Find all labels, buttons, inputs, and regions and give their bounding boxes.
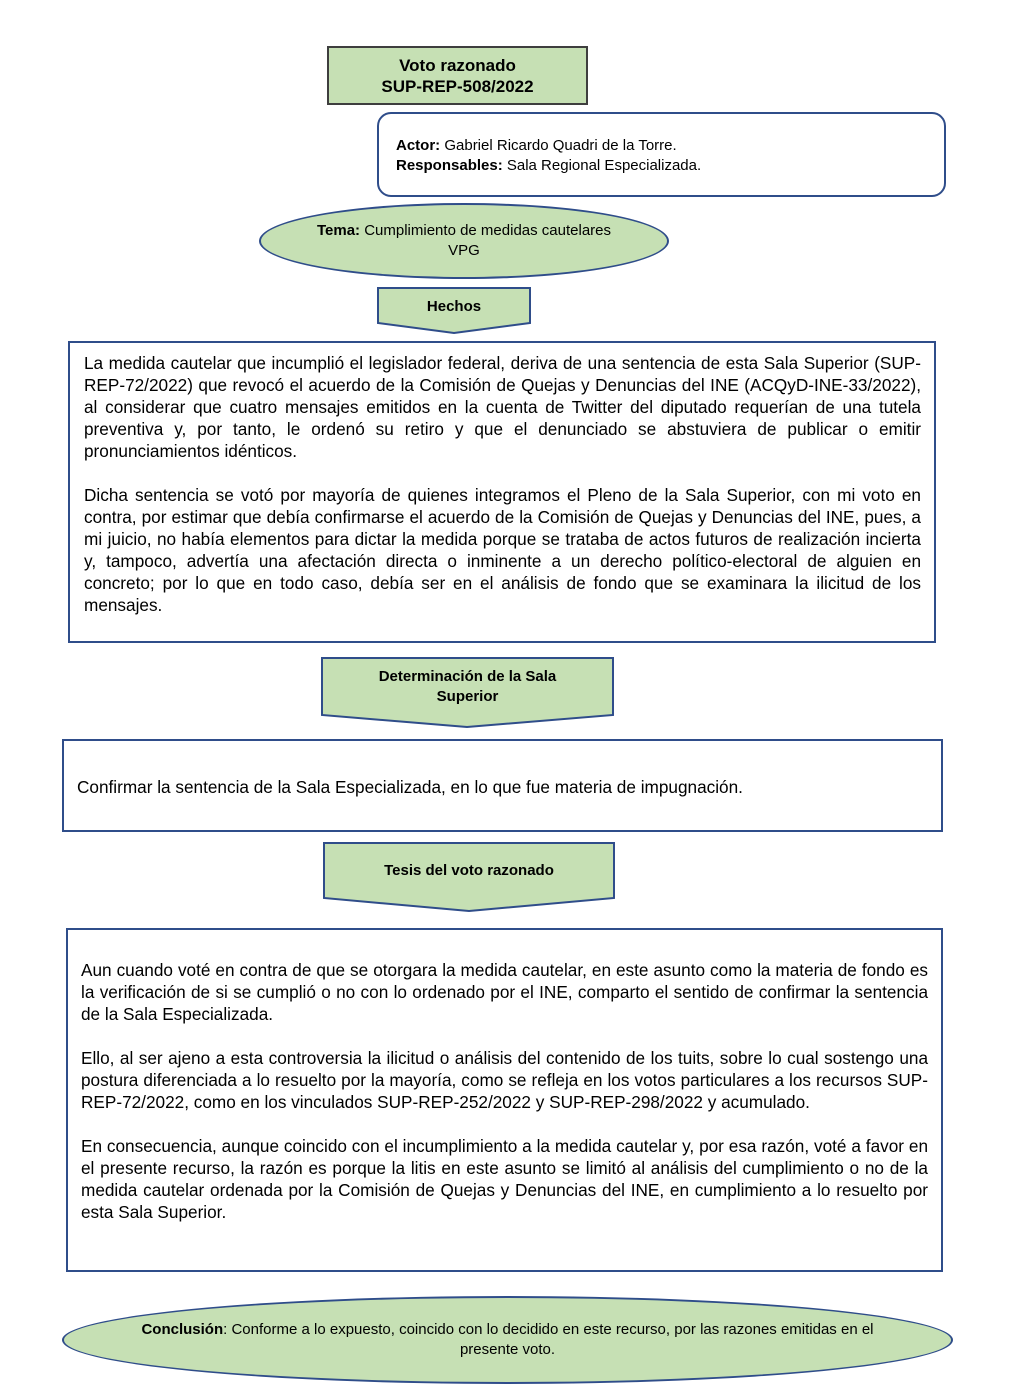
tema-line <box>317 221 611 241</box>
tesis-paragraph-3: En consecuencia, aunque coincido con el incumplimiento a la medida cautelar y, por esa razón, voté a favor en el presente recurso, la razón es porque la litis en este asunto se limitó al análisis del cumplimiento o no de la medida cautelar ordenada por la Comisión de Quejas y Denuncias del INE, en cumplimiento a lo resuelto por esta Sala Superior. <box>81 1136 928 1222</box>
hechos-header <box>377 287 531 335</box>
document-title: Voto razonado <box>399 55 516 75</box>
responsables-value: Sala Regional Especializada. <box>502 157 702 174</box>
hechos-text-box <box>68 341 936 643</box>
hechos-paragraph-1: La medida cautelar que incumplió el legislador federal, deriva de una sentencia de esta Sala Superior (SUP-REP-72/2022) que revocó el acuerdo de la Comisión de Quejas y Denuncias del INE (ACQyD-INE-33/2022), al considerar que cuatro mensajes emitidos en la cuenta de Twitter del diputado requerían de una tutela preventiva y, por tanto, le ordenó su retiro y que el denunciado se abstuviera de publicar o emitir pronunciamientos idénticos. <box>84 353 921 461</box>
tesis-text-box <box>66 928 943 1272</box>
tema-ellipse <box>259 203 669 279</box>
tema-value: Cumplimiento de medidas cautelares <box>360 222 612 239</box>
document-title-box <box>327 46 588 105</box>
tema-label: Tema: <box>316 222 361 239</box>
responsables-label: Responsables: <box>396 157 503 174</box>
actor-label: Actor: <box>396 137 441 154</box>
tesis-header <box>323 842 615 913</box>
determinacion-header-line1: Determinación de la Sala <box>378 668 557 685</box>
conclusion-text <box>134 1320 881 1360</box>
conclusion-label: Conclusión <box>141 1321 224 1338</box>
conclusion-ellipse <box>62 1296 953 1384</box>
conclusion-value: : Conforme a lo expuesto, coincido con lo decidido en este recurso, por las razones emitidas en el presente voto. <box>223 1321 874 1358</box>
tesis-paragraph-2: Ello, al ser ajeno a esta controversia la ilicitud o análisis del contenido de los tuits, sobre lo cual sostengo una postura diferenciada a lo resuelto por la mayoría, como se refleja en los votos particulares a los recursos SUP-REP-72/2022, como en los vinculados SUP-REP-252/2022 y SUP-REP-298/2022 y acumulado. <box>81 1048 928 1112</box>
parties-box <box>377 112 946 197</box>
case-number: SUP-REP-508/2022 <box>381 76 534 96</box>
actor-value: Gabriel Ricardo Quadri de la Torre. <box>440 137 677 154</box>
actor-line <box>396 136 944 156</box>
tesis-paragraph-1: Aun cuando voté en contra de que se otorgara la medida cautelar, en este asunto como la materia de fondo es la verificación de si se cumplió o no con lo ordenado por el INE, comparto el sentido de confirmar la sentencia de la Sala Especializada. <box>81 960 928 1024</box>
determinacion-text-box <box>62 739 943 832</box>
hechos-paragraph-2: Dicha sentencia se votó por mayoría de quienes integramos el Pleno de la Sala Superior, con mi voto en contra, por estimar que debía confirmarse el acuerdo de la Comisión de Quejas y Denuncias del INE, pues, a mi juicio, no había elementos para dictar la medida porque se trataba de actos futuros de realización incierta y, tampoco, advertía una afectación directa o inminente a un derecho político-electoral de alguien en concreto; por lo que en todo caso, debía ser en el análisis de fondo que se examinara la ilicitud de los mensajes. <box>84 485 921 615</box>
tema-line2: VPG <box>448 242 480 259</box>
responsables-line <box>396 156 944 176</box>
tesis-header-label: Tesis del voto razonado <box>384 862 554 879</box>
hechos-header-label: Hechos <box>426 298 482 315</box>
determinacion-header <box>321 657 614 729</box>
determinacion-header-line2: Superior <box>436 688 499 705</box>
determinacion-header-label <box>321 667 614 707</box>
determinacion-text: Confirmar la sentencia de la Sala Especializada, en lo que fue materia de impugnación. <box>77 777 743 797</box>
